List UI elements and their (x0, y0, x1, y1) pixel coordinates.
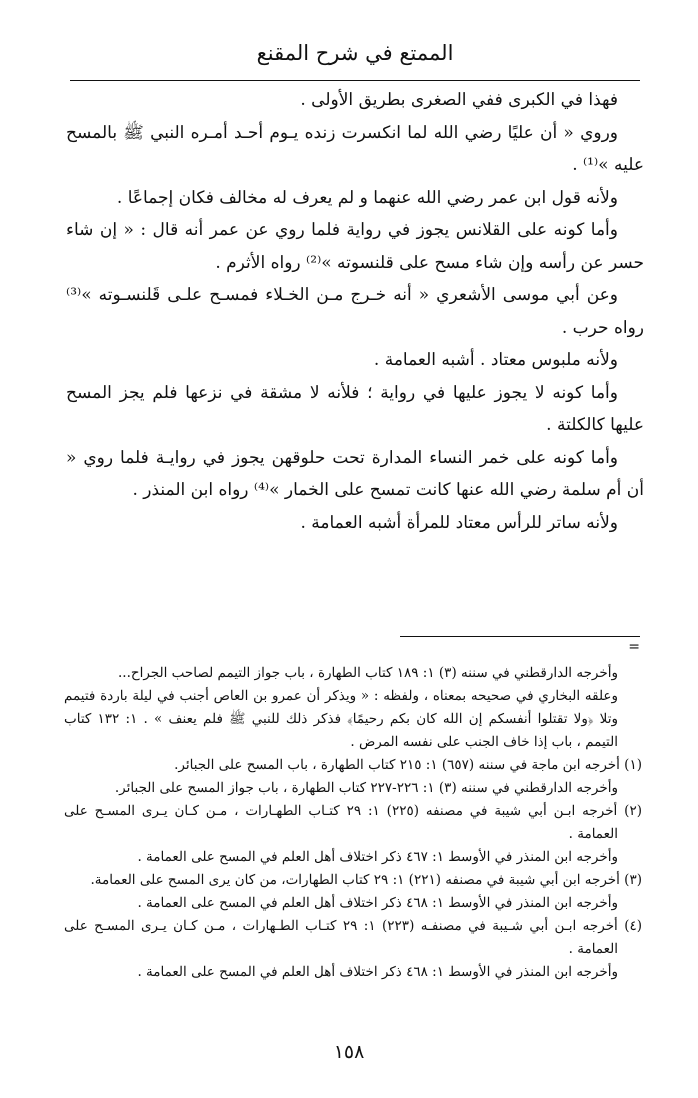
paragraph: وأما كونه على خمر النساء المدارة تحت حلوقهن يجوز في روايـة فلما روي « أن أم سلمة رضي الله عنها كانت تمسح على الخمار »⁽⁴⁾ رواه ابن المنذر . (66, 447, 644, 500)
footnote-item: (٢) أخرجه ابـن أبي شيبة في مصنفه (٢٢٥) ١: ٢٩ كتـاب الطهـارات ، مـن كـان يـرى المسـح على العمامة . (64, 803, 642, 842)
running-header: الممتع في شرح المقنع (256, 41, 454, 65)
footnote-item: (٤) أخرجه ابـن أبي شـيبة في مصنفـه (٢٢٣) ١: ٢٩ كتـاب الطـهارات ، مـن كـان يـرى المسـح على العمامة . (64, 918, 643, 957)
paragraph: فهذا في الكبرى ففي الصغرى بطريق الأولى . (300, 90, 618, 110)
footnote-line: وأخرجه الدارقطني في سننه (٣) ١: ٢٢٦-٢٢٧ كتاب الطهارة ، باب جواز المسح على الجبائر. (114, 780, 618, 796)
footnote-line: وعلقه البخاري في صحيحه بمعناه ، ولفظه : « ويذكر أن عمرو بن العاص أجنب في ليلة باردة فتيمم وتلا ﴿ولا تقتلوا أنفسكم إن الله كان بكم رحيمًا﴾ فذكر ذلك للنبي ﷺ فلم يعنف » . ١: ١٣٢ كتاب التيمم ، باب إذا خاف الجنب على نفسه المرض . (64, 688, 618, 750)
paragraph: ولأنه ملبوس معتاد . أشبه العمامة . (373, 350, 618, 370)
paragraph: وأما كونه لا يجوز عليها في رواية ؛ فلأنه لا مشقة في نزعها فلم يجز المسح عليها كالكلتة . (66, 382, 644, 435)
footnote-item: (٣) أخرجه ابن أبي شيبة في مصنفه (٢٢١) ١: ٢٩ كتاب الطهارات، من كان يرى المسح على العمامة. (90, 872, 642, 888)
main-text (66, 84, 644, 539)
footnote-line: وأخرجه ابن المنذر في الأوسط ١: ٤٦٧ ذكر اختلاف أهل العلم في المسح على العمامة . (137, 849, 618, 865)
footnote-line: وأخرجه ابن المنذر في الأوسط ١: ٤٦٨ ذكر اختلاف أهل العلم في المسح على العمامة . (137, 964, 618, 980)
paragraph: وأما كونه على القلانس يجوز في رواية فلما روي عن عمر أنه قال : « إن شاء حسر عن رأسه وإن شاء مسح على قلنسوته »⁽²⁾ رواه الأثرم . (66, 220, 644, 273)
paragraph: ولأنه ساتر للرأس معتاد للمرأة أشبه العمامة . (300, 512, 618, 533)
footnote-continuation-mark: = (628, 639, 640, 655)
page-number: ١٥٨ (333, 1041, 365, 1063)
footnotes (64, 662, 642, 984)
paragraph: ولأنه قول ابن عمر رضي الله عنهما و لم يعرف له مخالف فكان إجماعًا . (116, 187, 618, 208)
footnote-line: وأخرجه ابن المنذر في الأوسط ١: ٤٦٨ ذكر اختلاف أهل العلم في المسح على العمامة . (137, 895, 618, 911)
footnote-separator (400, 636, 640, 637)
footnote-item: (١) أخرجه ابن ماجة في سننه (٦٥٧) ١: ٢١٥ كتاب الطهارة ، باب المسح على الجبائر. (174, 757, 642, 773)
header-rule (70, 80, 640, 81)
footnote-line: وأخرجه الدارقطني في سننه (٣) ١: ١٨٩ كتاب الطهارة ، باب جواز التيمم لصاحب الجراح... (117, 665, 618, 681)
paragraph: وعن أبي موسى الأشعري « أنه خـرج مـن الخـلاء فمسـح علـى قَلنسـوته »⁽³⁾ رواه حرب . (66, 285, 644, 338)
paragraph: وروي « أن عليًا رضي الله لما انكسرت زنده يـوم أحـد أمـره النبي ﷺ بالمسح عليه »⁽¹⁾ . (66, 122, 644, 175)
